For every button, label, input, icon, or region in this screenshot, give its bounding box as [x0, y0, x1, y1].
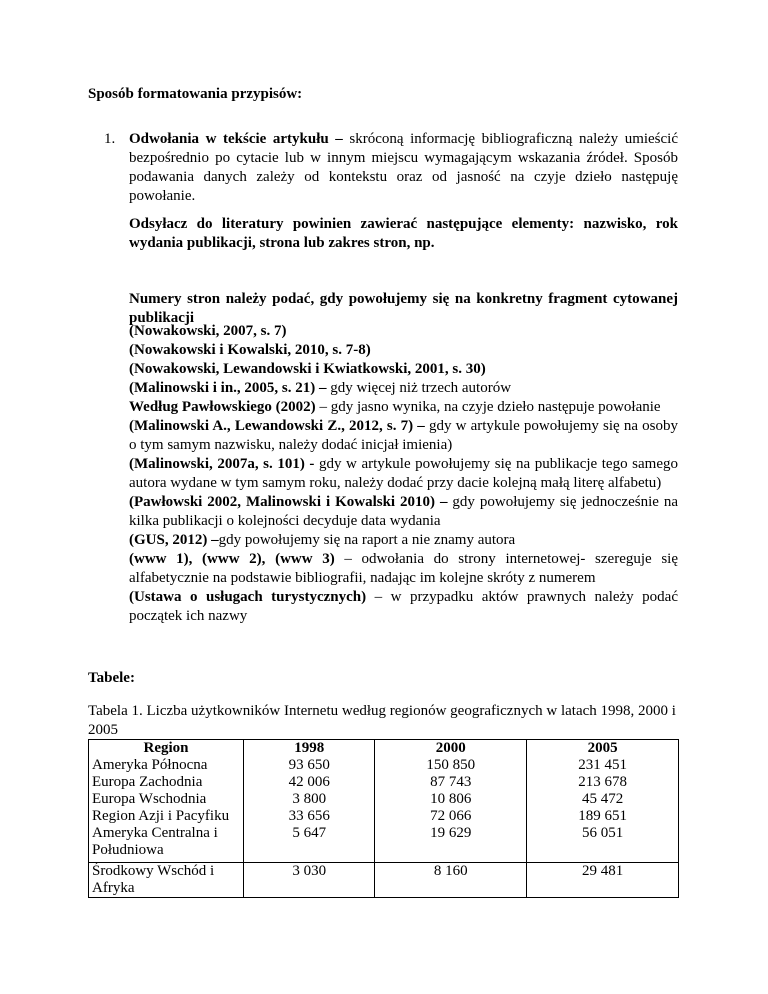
value-cell: 10 806	[430, 791, 472, 807]
value-cell: 56 051	[527, 825, 679, 863]
value-cell: 33 656	[288, 808, 330, 824]
table-row	[89, 825, 679, 863]
region-cell: Europa Wschodnia	[92, 791, 207, 807]
table-caption: Tabela 1. Liczba użytkowników Internetu według regionów geograficznych w latach 1998, 2000 i 2005	[88, 703, 676, 738]
value-cell: 29 481	[527, 863, 679, 898]
value-cell: 5 647	[244, 825, 375, 863]
region-cell: Region Azji i Pacyfiku	[92, 808, 230, 824]
value-cell: 45 472	[581, 791, 624, 807]
citation-elements-note: Odsyłacz do literatury powinien zawierać następujące elementy: nazwisko, rok wydania publikacji, strona lub zakres stron, np.	[129, 216, 678, 251]
table-row	[89, 863, 679, 898]
list-number: 1.	[104, 131, 116, 147]
table-header-row	[89, 740, 679, 826]
value-cell: 72 066	[430, 808, 472, 824]
value-cell: 213 678	[578, 774, 627, 790]
internet-users-table	[88, 739, 679, 898]
value-cell: 3 800	[292, 791, 327, 807]
example-line: Według Pawłowskiego (2002) – gdy jasno wynika, na czyje dzieło następuje powołanie	[129, 399, 661, 415]
value-cell: 8 160	[375, 863, 527, 898]
header-region: Region	[143, 740, 189, 756]
value-cell: 19 629	[375, 825, 527, 863]
tables-heading: Tabele:	[88, 670, 135, 686]
region-cell: Ameryka Centralna i Południowa	[89, 825, 244, 863]
citation-examples	[129, 322, 678, 626]
list-item-label: Odwołania w tekście artykułu –	[129, 131, 343, 147]
region-cell: Europa Zachodnia	[92, 774, 203, 790]
page-numbers-note: Numery stron należy podać, gdy powołujemy się na konkretny fragment cytowanej publikacji	[129, 291, 678, 326]
example-line: (Malinowski i in., 2005, s. 21) – gdy więcej niż trzech autorów	[129, 380, 512, 396]
list-item-text: skróconą informację bibliograficzną należy umieścić bezpośrednio po cytacie lub w innym miejscu wymagającym wskazania źródeł. Sposób podawania danych zależy od kontekstu oraz od jasność na czyje dzieło następuję powołanie.	[129, 131, 679, 204]
region-cell: Środkowy Wschód i Afryka	[89, 863, 244, 898]
example-line: (Ustawa o usługach turystycznych) – w przypadku aktów prawnych należy podać początek ich nazwy	[129, 589, 678, 624]
example-line: (Malinowski, 2007a, s. 101) - gdy w artykule powołujemy się na publikacje tego samego autora wydane w tym samym roku, należy dodać przy dacie kolejną małą literę alfabetu)	[129, 456, 678, 491]
example-line: (Nowakowski, Lewandowski i Kwiatkowski, 2001, s. 30)	[129, 361, 486, 377]
section-heading: Sposób formatowania przypisów:	[88, 86, 303, 102]
header-2000: 2000	[435, 740, 466, 756]
example-line: (www 1), (www 2), (www 3) – odwołania do strony internetowej- szereguje się alfabetycznie na podstawie bibliografii, nadając im kolejne skróty z numerem	[129, 551, 678, 586]
example-line: (Nowakowski, 2007, s. 7)	[129, 323, 287, 339]
example-line: (Malinowski A., Lewandowski Z., 2012, s. 7) – gdy w artykule powołujemy się na osoby o tym samym nazwisku, należy dodać inicjał imienia)	[129, 418, 678, 453]
example-line: (Nowakowski i Kowalski, 2010, s. 7-8)	[129, 342, 371, 358]
value-cell: 42 006	[288, 774, 330, 790]
example-line: (GUS, 2012) –gdy powołujemy się na raport a nie znamy autora	[129, 532, 516, 548]
value-cell: 3 030	[244, 863, 375, 898]
list-item-1	[129, 130, 678, 206]
value-cell: 150 850	[426, 757, 476, 773]
value-cell: 189 651	[578, 808, 627, 824]
example-line: (Pawłowski 2002, Malinowski i Kowalski 2010) – gdy powołujemy się jednocześnie na kilka publikacji o kolejności decyduje data wydania	[129, 494, 679, 529]
value-cell: 93 650	[288, 757, 330, 773]
value-cell: 87 743	[430, 774, 472, 790]
header-1998: 1998	[294, 740, 325, 756]
header-2005: 2005	[587, 740, 618, 756]
region-cell: Ameryka Północna	[92, 757, 208, 773]
value-cell: 231 451	[578, 757, 627, 773]
